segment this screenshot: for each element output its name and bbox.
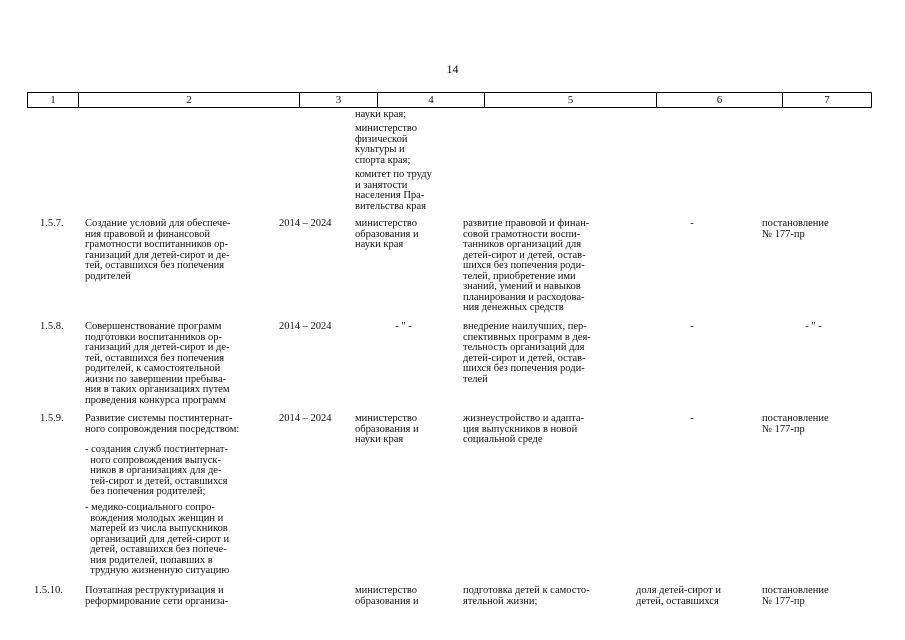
column-header-5: 5 <box>485 93 657 107</box>
row-indicator: - <box>690 321 694 332</box>
row-number: 1.5.8. <box>40 321 64 332</box>
row-measure-subitem: - создания служб постинтернат- ного сопровождения выпуск- ников в организациях для де- тей-сирот и детей, оставшихся без попечения родителей; <box>85 444 228 497</box>
column-header-2: 2 <box>79 93 300 107</box>
column-header-1: 1 <box>28 93 79 107</box>
row-years: 2014 – 2024 <box>279 218 332 229</box>
continuation-executor-1: науки края; <box>355 109 407 120</box>
row-indicator: - <box>690 218 694 229</box>
row-measure-name: Развитие системы постинтернат- ного сопровождения посредством: <box>85 413 240 435</box>
row-executor: министерство образования и науки края <box>355 413 419 445</box>
row-legal-act: постановление № 177-пр <box>762 585 829 607</box>
row-legal-act: постановление № 177-пр <box>762 413 829 435</box>
row-expected-result: развитие правовой и финан- совой грамотности воспи- танников организаций для детей-сирот и детей, остав- шихся без попечения роди- телей, приобретение ими знаний, умений и навыков планирования и расходова- ния денежных средств <box>463 218 590 313</box>
continuation-executor-3: комитет по труду и занятости населения Пра- вительства края <box>355 169 432 212</box>
row-number: 1.5.10. <box>34 585 63 596</box>
continuation-executor-2: министерство физической культуры и спорта края; <box>355 123 418 166</box>
table-header <box>27 92 872 108</box>
row-indicator: доля детей-сирот и детей, оставшихся <box>636 585 721 607</box>
column-header-3: 3 <box>300 93 378 107</box>
row-measure-name: Создание условий для обеспече- ния правовой и финансовой грамотности воспитанников ор- ганизаций для детей-сирот и де- тей, оставшихся без попечения родителей <box>85 218 231 282</box>
row-number: 1.5.9. <box>40 413 64 424</box>
row-expected-result: подготовка детей к самосто- ятельной жизни; <box>463 585 590 607</box>
row-measure-subitem: - медико-социального сопро- вождения молодых женщин и матерей из числа выпускников организаций для детей-сирот и детей, оставшихся без попече- ния родителей, попавших в трудную жизненную ситуацию <box>85 502 230 576</box>
row-measure-name: Совершенствование программ подготовки воспитанников ор- ганизаций для детей-сирот и де- тей, оставшихся без попечения родителей, к самостоятельной жизни по завершении пребыва- ния в таких организациях путем проведения конкурса программ <box>85 321 230 406</box>
row-legal-act: - " - <box>805 321 822 332</box>
row-executor: министерство образования и <box>355 585 419 607</box>
page-number: 14 <box>446 62 459 76</box>
column-header-6: 6 <box>657 93 783 107</box>
row-years: 2014 – 2024 <box>279 413 332 424</box>
column-header-4: 4 <box>378 93 485 107</box>
row-executor: министерство образования и науки края <box>355 218 419 250</box>
row-executor: - " - <box>395 321 412 332</box>
row-measure-name: Поэтапная реструктуризация и реформирование сети организа- <box>85 585 229 607</box>
row-indicator: - <box>690 413 694 424</box>
column-header-7: 7 <box>824 94 830 106</box>
row-expected-result: внедрение наилучших, пер- спективных программ в дея- тельность организаций для детей-сирот и детей, остав- шихся без попечения роди- телей <box>463 321 591 385</box>
row-legal-act: постановление № 177-пр <box>762 218 829 240</box>
row-years: 2014 – 2024 <box>279 321 332 332</box>
row-number: 1.5.7. <box>40 218 64 229</box>
row-expected-result: жизнеустройство и адапта- ция выпускников в новой социальной среде <box>463 413 585 445</box>
